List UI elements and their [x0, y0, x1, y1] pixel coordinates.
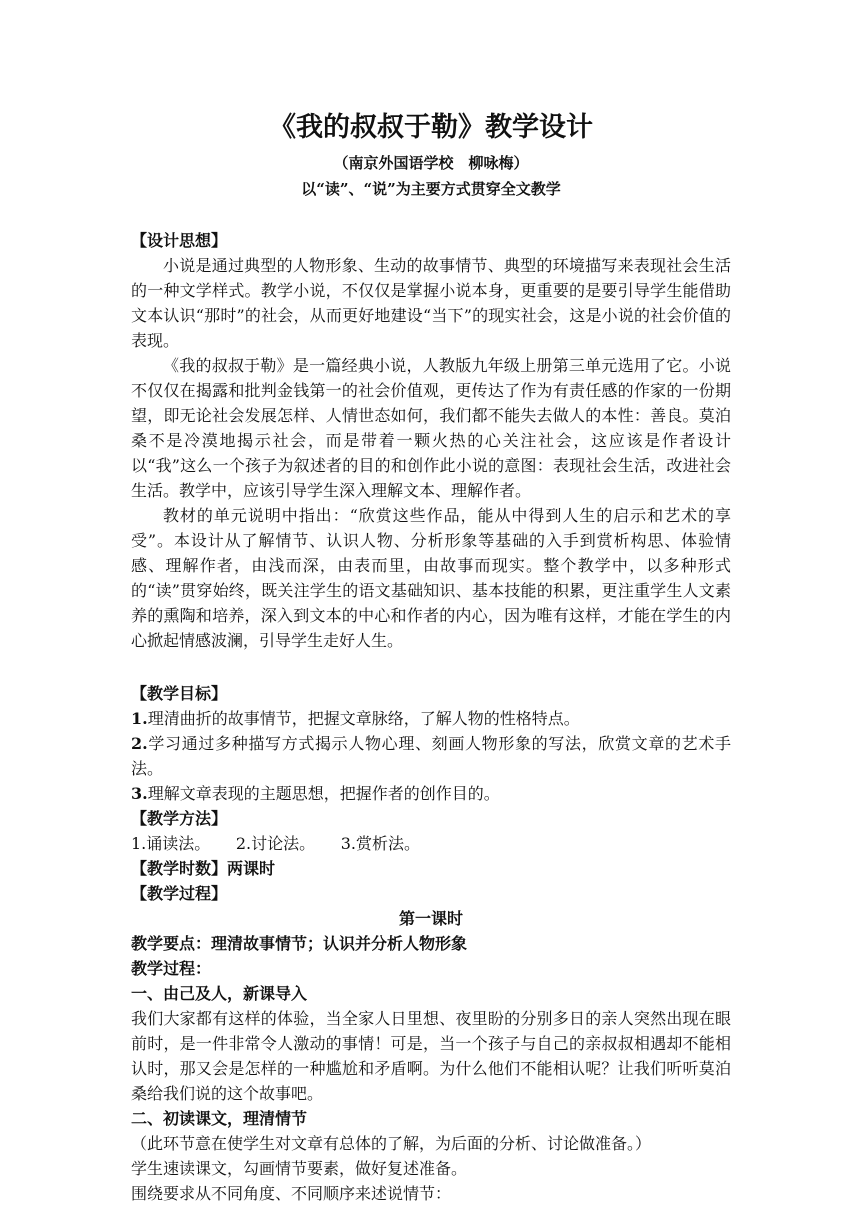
methods-heading: 【教学方法】 [131, 809, 228, 828]
document-subtitle: 以“读”、“说”为主要方式贯穿全文教学 [301, 180, 561, 198]
section-heading: 一、由己及人，新课导入 [131, 984, 308, 1003]
objective-number: 3. [131, 784, 148, 803]
design-paragraph: 小说是通过典型的人物形象、生动的故事情节、典型的环境描写来表现社会生活的一种文学样式。教学小说，不仅仅是掌握小说本身，更重要的是要引导学生能借助文本认识“那时”的社会，从而更好地建设“当下”的现实社会，这是小说的社会价值的表现。 [131, 256, 731, 350]
objectives-heading: 【教学目标】 [131, 684, 228, 703]
section-note: （此环节意在使学生对文章有总体的了解，为后面的分析、讨论做准备。） [131, 1134, 652, 1153]
design-paragraph: 《我的叔叔于勒》是一篇经典小说，人教版九年级上册第三单元选用了它。小说不仅仅在揭露和批判金钱第一的社会价值观，更传达了作为有责任感的作家的一份期望，即无论社会发展怎样、人情世态如何，我们都不能失去做人的本性：善良。莫泊桑不是冷漠地揭示社会，而是带着一颗火热的心关注社会，这应该是作者设计以“我”这么一个孩子为叙述者的目的和创作此小说的意图：表现社会生活，改进社会生活。教学中，应该引导学生深入理解文本、理解作者。 [131, 356, 731, 500]
section-heading: 二、初读课文，理清情节 [131, 1109, 308, 1128]
objective-number: 1. [131, 709, 148, 728]
process-heading: 【教学过程】 [131, 884, 228, 903]
objective-text: 理解文章表现的主题思想，把握作者的创作目的。 [147, 784, 500, 803]
design-paragraph: 教材的单元说明中指出：“欣赏这些作品，能从中得到人生的启示和艺术的享受”。本设计从了解情节、认识人物、分析形象等基础的入手到赏析构思、体验情感、理解作者，由浅而深，由表而里，由故事而现实。整个教学中，以多种形式的“读”贯穿始终，既关注学生的语文基础知识、基本技能的积累，更注重学生人文素养的熏陶和培养，深入到文本的中心和作者的内心，因为唯有这样，才能在学生的内心掀起情感波澜，引导学生走好人生。 [131, 506, 731, 650]
lesson-title: 第一课时 [398, 909, 463, 928]
method-item: 2.讨论法。 [235, 834, 316, 853]
design-heading: 【设计思想】 [131, 231, 228, 250]
objective-item [131, 781, 731, 806]
lesson-key-points: 教学要点：理清故事情节；认识并分析人物形象 [131, 934, 468, 953]
section-text: 我们大家都有这样的体验，当全家人日里想、夜里盼的分别多日的亲人突然出现在眼前时，是一件非常令人激动的事情！可是，当一个孩子与自己的亲叔叔相遇却不能相认时，那又会是怎样的一种尴尬和矛盾啊。为什么他们不能相认呢？让我们听听莫泊桑给我们说的这个故事吧。 [131, 1009, 731, 1103]
objective-number: 2. [131, 734, 148, 753]
objective-item [131, 731, 731, 781]
hours-heading: 【教学时数】两课时 [131, 859, 276, 878]
method-item: 1.诵读法。 [131, 834, 211, 853]
document-page [131, 106, 731, 1206]
methods-list [131, 831, 731, 856]
objective-text: 理清曲折的故事情节，把握文章脉络，了解人物的性格特点。 [147, 709, 580, 728]
lesson-process-label: 教学过程： [131, 959, 212, 978]
section-text: 学生速读课文，勾画情节要素，做好复述准备。 [131, 1159, 468, 1178]
spacer [131, 202, 731, 228]
section-text: 围绕要求从不同角度、不同顺序来述说情节： [131, 1184, 452, 1203]
document-title: 《我的叔叔于勒》教学设计 [269, 112, 593, 143]
spacer [131, 653, 731, 681]
objective-item [131, 706, 731, 731]
objective-text: 学习通过多种描写方式揭示人物心理、刻画人物形象的写法，欣赏文章的艺术手法。 [131, 734, 731, 778]
author-line: （南京外国语学校 柳咏梅） [333, 154, 529, 172]
method-item: 3.赏析法。 [340, 834, 421, 853]
